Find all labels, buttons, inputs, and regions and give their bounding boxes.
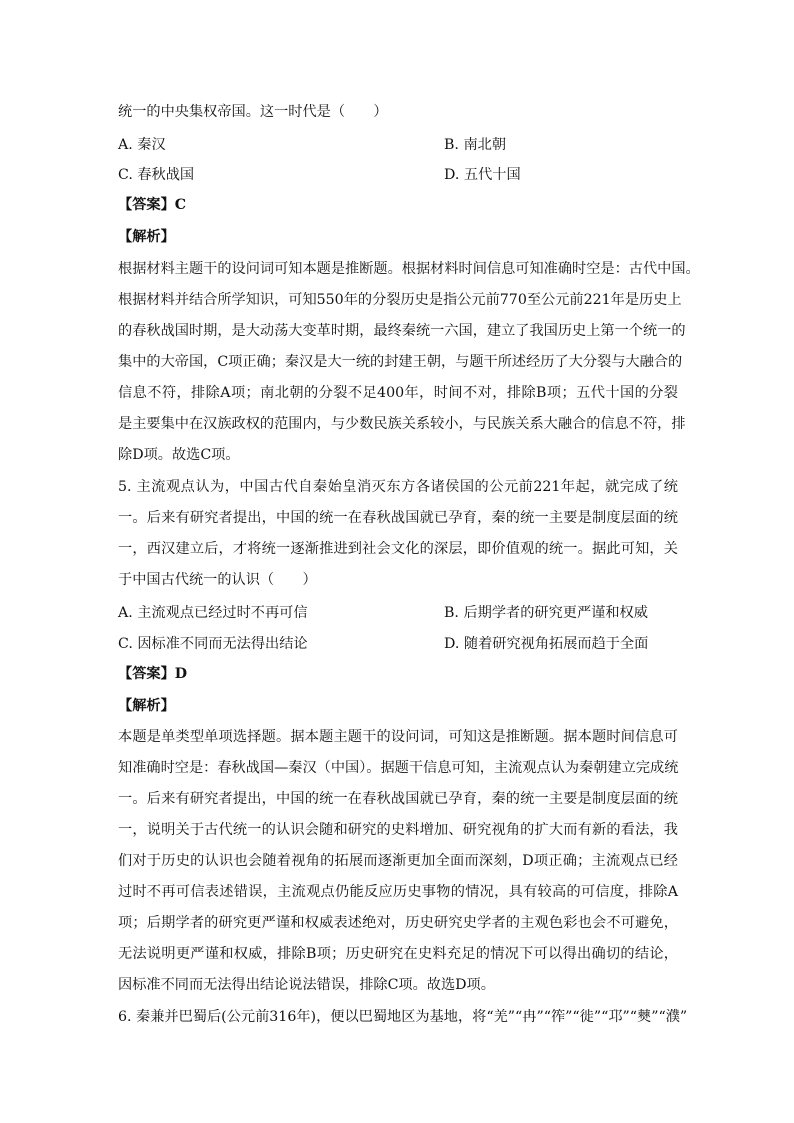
- q4-analysis-line: 除D项。故选C项。: [118, 447, 240, 463]
- q4-analysis-line: 集中的大帝国，C项正确；秦汉是大一统的封建王朝，与题干所述经历了大分裂与大融合的: [118, 354, 683, 370]
- q5-stem-line: 一，西汉建立后，才将统一逐渐推进到社会文化的深层，即价值观的统一。据此可知，关: [118, 541, 678, 557]
- q4-stem-tail: 统一的中央集权帝国。这一时代是（ ）: [118, 104, 388, 120]
- q5-analysis-line: 一，说明关于古代统一的认识会随和研究的史料增加、研究视角的扩大而有新的看法，我: [118, 822, 678, 838]
- q5-option-a: A. 主流观点已经过时不再可信: [118, 605, 308, 621]
- q5-option-d: D. 随着研究视角拓展而趋于全面: [444, 636, 649, 652]
- q5-analysis-line: 们对于历史的认识也会随着视角的拓展而逐渐更加全面而深刻，D项正确；主流观点已经: [118, 853, 678, 869]
- q4-analysis-line: 的春秋战国时期，是大动荡大变革时期，最终秦统一六国，建立了我国历史上第一个统一的: [118, 323, 686, 339]
- q5-analysis-line: 无法说明更严谨和权威，排除B项；历史研究在史料充足的情况下可以得出确切的结论，: [118, 946, 678, 962]
- q5-answer: 【答案】D: [118, 666, 188, 682]
- q4-option-b: B. 南北朝: [444, 137, 507, 153]
- q4-answer: 【答案】C: [118, 197, 187, 213]
- q5-stem-line: 一。后来有研究者提出，中国的统一在春秋战国就已孕育，秦的统一主要是制度层面的统: [118, 510, 678, 526]
- q5-analysis-label: 【解析】: [118, 698, 175, 714]
- q4-option-a: A. 秦汉: [118, 137, 166, 153]
- q4-option-d: D. 五代十国: [444, 167, 521, 183]
- q5-stem-line: 于中国古代统一的认识（ ）: [118, 572, 317, 588]
- q4-option-c: C. 春秋战国: [118, 167, 195, 183]
- q5-analysis-line: 一。后来有研究者提出，中国的统一在春秋战国就已孕育，秦的统一主要是制度层面的统: [118, 791, 678, 807]
- q4-analysis-line: 根据材料并结合所学知识，可知550年的分裂历史是指公元前770至公元前221年是历史上: [118, 292, 682, 308]
- q4-analysis-label: 【解析】: [118, 229, 175, 245]
- q5-option-c: C. 因标准不同而无法得出结论: [118, 636, 308, 652]
- q5-option-b: B. 后期学者的研究更严谨和权威: [444, 605, 648, 621]
- q5-stem-line: 5. 主流观点认为，中国古代自秦始皇消灭东方各诸侯国的公元前221年起，就完成了统: [118, 479, 678, 495]
- q5-analysis-line: 因标准不同而无法得出结论说法错误，排除C项。故选D项。: [118, 977, 495, 993]
- q4-analysis-line: 根据材料主题干的设问词可知本题是推断题。根据材料时间信息可知准确时空是：古代中国。: [118, 261, 700, 277]
- q4-analysis-line: 信息不符，排除A项；南北朝的分裂不足400年，时间不对，排除B项；五代十国的分裂: [118, 385, 678, 401]
- q4-analysis-line: 是主要集中在汉族政权的范围内，与少数民族关系较小，与民族关系大融合的信息不符，排: [118, 416, 686, 432]
- q5-analysis-line: 知准确时空是：春秋战国—秦汉（中国）。据题干信息可知，主流观点认为秦朝建立完成统: [118, 760, 679, 776]
- q6-stem-line: 6. 秦兼并巴蜀后(公元前316年)，便以巴蜀地区为基地，将“羌”“冉”“筰”“徙”“邛”“僰”“濮”: [118, 1009, 688, 1025]
- q5-analysis-line: 项；后期学者的研究更严谨和权威表述绝对，历史研究史学者的主观色彩也会不可避免，: [118, 915, 678, 931]
- q5-analysis-line: 本题是单类型单项选择题。据本题主题干的设问词，可知这是推断题。据本题时间信息可: [118, 729, 678, 745]
- q5-analysis-line: 过时不再可信表述错误，主流观点仍能反应历史事物的情况，具有较高的可信度，排除A: [118, 884, 678, 900]
